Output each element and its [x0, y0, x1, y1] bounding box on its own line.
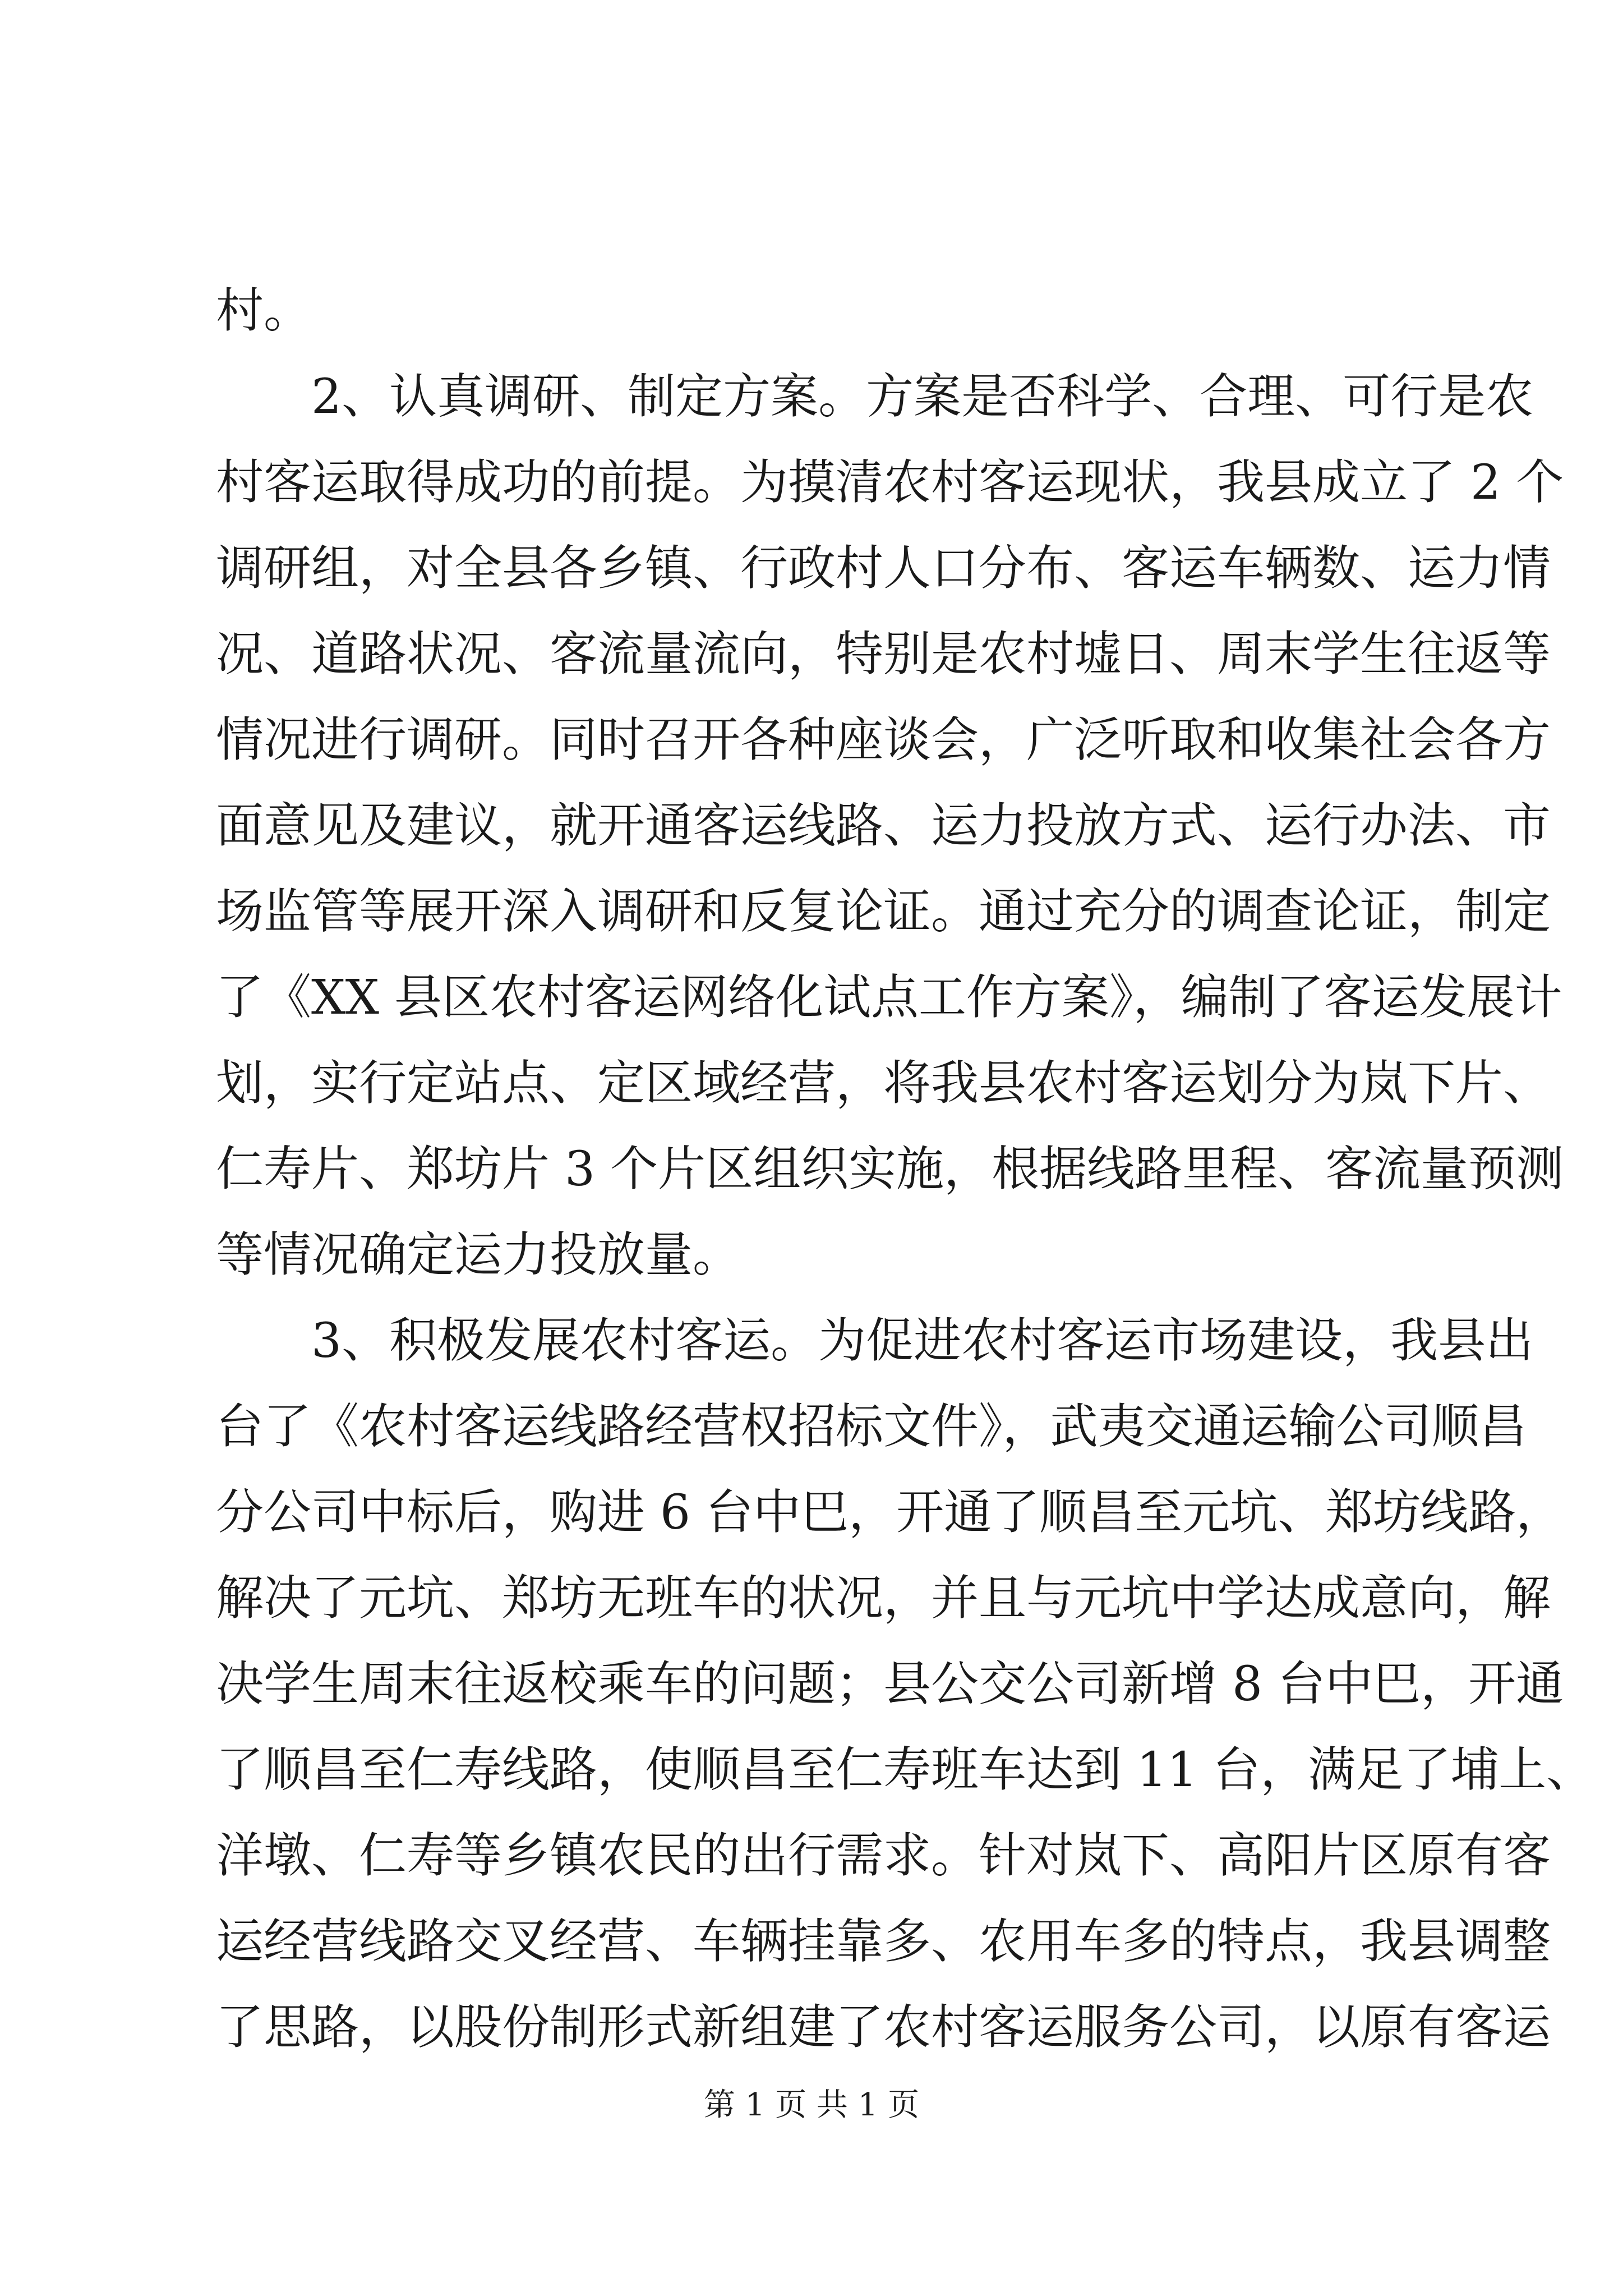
page-footer: 第 1 页 共 1 页 — [703, 2087, 920, 2123]
paragraph-line: 况、道路状况、客流量流向，特别是农村墟日、周末学生往返等 — [216, 627, 1551, 682]
paragraph-line: 调研组，对全县各乡镇、行政村人口分布、客运车辆数、运力情 — [216, 541, 1551, 596]
paragraph-line: 了思路，以股份制形式新组建了农村客运服务公司，以原有客运 — [216, 2000, 1551, 2055]
paragraph-line: 场监管等展开深入调研和反复论证。通过充分的调查论证，制定 — [216, 884, 1551, 940]
paragraph-line: 划，实行定站点、定区域经营，将我县农村客运划分为岚下片、 — [216, 1056, 1551, 1111]
paragraph-line: 3、积极发展农村客运。为促进农村客运市场建设，我县出 — [216, 1313, 1534, 1369]
paragraph-line: 村客运取得成功的前提。为摸清农村客运现状，我县成立了 2 个 — [216, 455, 1564, 510]
paragraph-line: 运经营线路交叉经营、车辆挂靠多、农用车多的特点，我县调整 — [216, 1914, 1551, 1970]
paragraph-line: 分公司中标后，购进 6 台中巴，开通了顺昌至元坑、郑坊线路， — [216, 1485, 1564, 1540]
paragraph-line: 2、认真调研、制定方案。方案是否科学、合理、可行是农 — [216, 369, 1534, 425]
paragraph-line: 等情况确定运力投放量。 — [216, 1227, 741, 1283]
paragraph-line: 仁寿片、郑坊片 3 个片区组织实施，根据线路里程、客流量预测 — [216, 1142, 1564, 1197]
paragraph-line: 洋墩、仁寿等乡镇农民的出行需求。针对岚下、高阳片区原有客 — [216, 1828, 1551, 1884]
paragraph-line: 决学生周末往返校乘车的问题；县公交公司新增 8 台中巴，开通 — [216, 1657, 1564, 1712]
paragraph-line: 了《XX 县区农村客运网络化试点工作方案》，编制了客运发展计 — [216, 970, 1562, 1025]
paragraph-line: 村。 — [216, 283, 312, 339]
paragraph-line: 了顺昌至仁寿线路，使顺昌至仁寿班车达到 11 台，满足了埔上、 — [216, 1742, 1594, 1798]
paragraph-line: 情况进行调研。同时召开各种座谈会，广泛听取和收集社会各方 — [216, 712, 1551, 768]
paragraph-line: 面意见及建议，就开通客运线路、运力投放方式、运行办法、市 — [216, 798, 1551, 854]
paragraph-line: 解决了元坑、郑坊无班车的状况，并且与元坑中学达成意向，解 — [216, 1571, 1551, 1626]
paragraph-line: 台了《农村客运线路经营权招标文件》，武夷交通运输公司顺昌 — [216, 1399, 1527, 1455]
